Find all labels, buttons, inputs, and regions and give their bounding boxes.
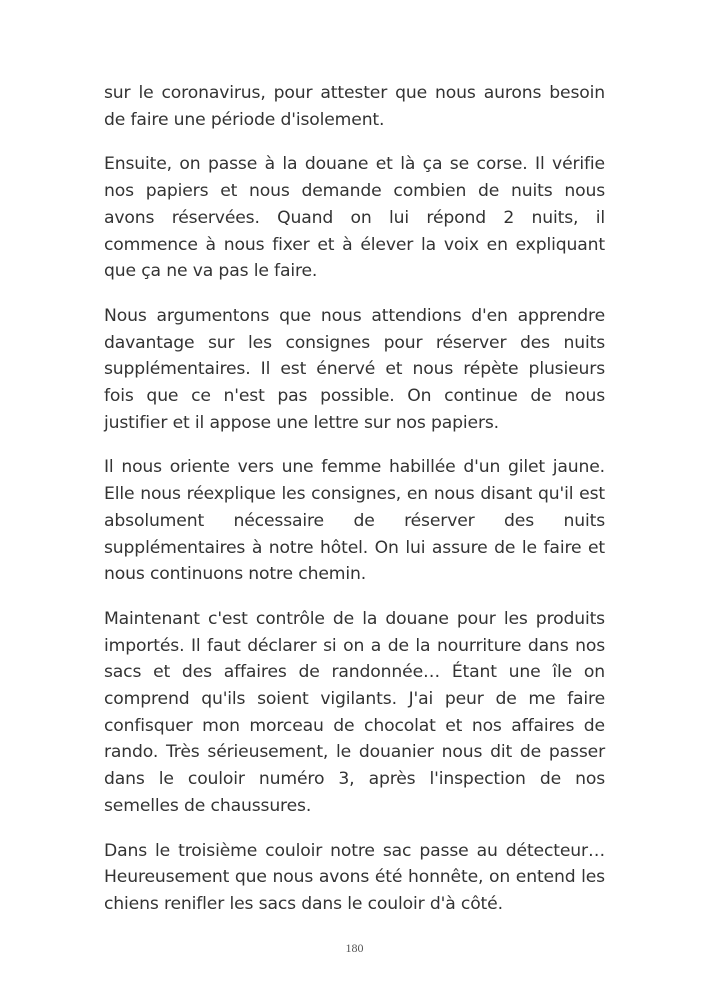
paragraph-4: Il nous oriente vers une femme habillée d'un gilet jaune. Elle nous réexplique les consignes, en nous disant qu'il est absolument nécessaire de réserver des nuits supplémentaires à notre hôtel. On lui assure de le faire et nous continuons notre chemin. — [104, 457, 605, 585]
paragraph-1: sur le coronavirus, pour attester que nous aurons besoin de faire une période d'isolement. — [104, 83, 605, 130]
paragraph-2: Ensuite, on passe à la douane et là ça se corse. Il vérifie nos papiers et nous demande combien de nuits nous avons réservées. Quand on lui répond 2 nuits, il commence à nous fixer et à élever la voix en expliquant que ça ne va pas le faire. — [104, 154, 605, 282]
paragraph-3: Nous argumentons que nous attendions d'en apprendre davantage sur les consignes pour réserver des nuits supplémentaires. Il est énervé et nous répète plusieurs fois que ce n'est pas possible. On continue de nous justifier et il appose une lettre sur nos papiers. — [104, 305, 605, 433]
paragraph-5: Maintenant c'est contrôle de la douane pour les produits importés. Il faut déclarer si on a de la nourriture dans nos sacs et des affaires de randonnée… Étant une île on comprend qu'ils soient vigilants. J'ai peur de me faire confisquer mon morceau de chocolat et nos affaires de rando. Très sérieusement, le douanier nous dit de passer dans le couloir numéro 3, après l'inspection de nos semelles de chaussures. — [104, 608, 605, 816]
body-text — [104, 80, 605, 936]
page-number: 180 — [345, 941, 364, 955]
paragraph-6: Dans le troisième couloir notre sac passe au détecteur… Heureusement que nous avons été honnête, on entend les chiens renifler les sacs dans le couloir d'à côté. — [104, 840, 605, 914]
